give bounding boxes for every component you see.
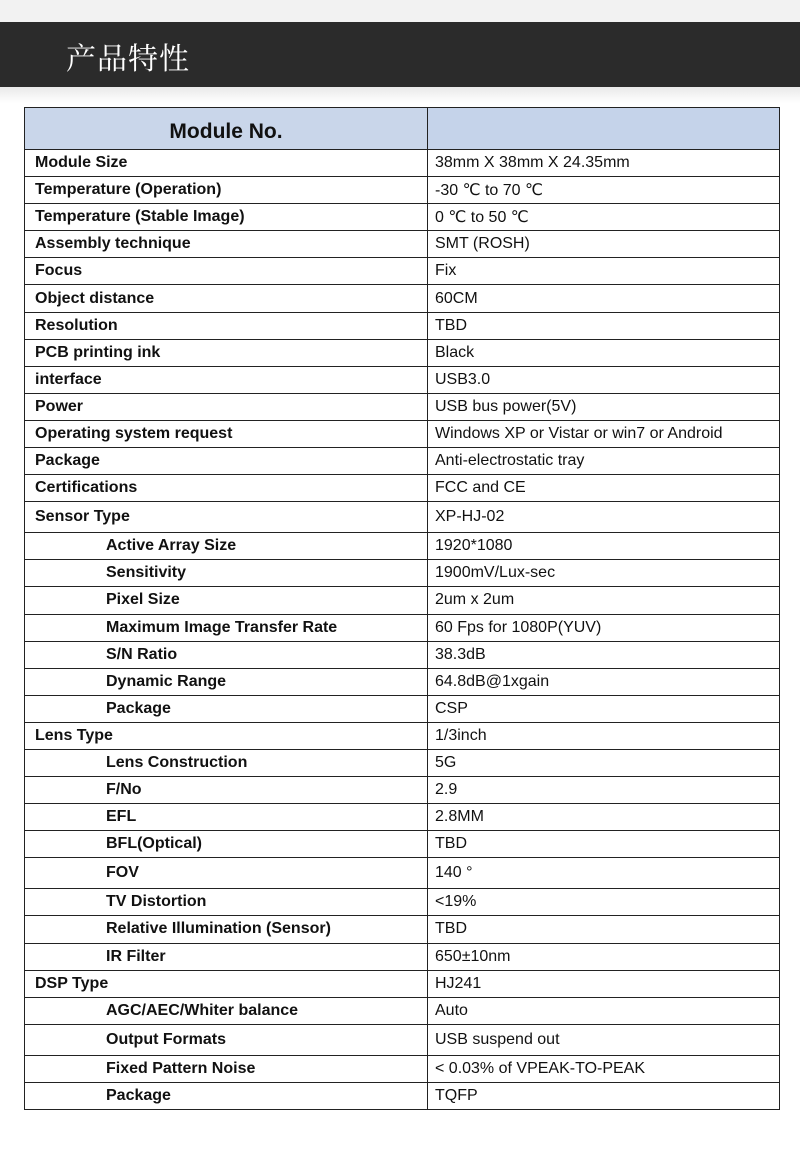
row-value: USB suspend out bbox=[428, 1024, 780, 1055]
row-label: Pixel Size bbox=[25, 587, 428, 614]
row-label: Temperature (Stable Image) bbox=[25, 204, 428, 231]
header-shadow bbox=[0, 87, 800, 103]
row-value: 5G bbox=[428, 749, 780, 776]
row-label: AGC/AEC/Whiter balance bbox=[25, 997, 428, 1024]
table-row bbox=[25, 1055, 780, 1082]
row-value: 1900mV/Lux-sec bbox=[428, 560, 780, 587]
row-value: 140 ° bbox=[428, 858, 780, 889]
row-value: USB3.0 bbox=[428, 366, 780, 393]
row-value: 0 ℃ to 50 ℃ bbox=[428, 204, 780, 231]
table-row bbox=[25, 177, 780, 204]
table-row bbox=[25, 749, 780, 776]
table-row bbox=[25, 997, 780, 1024]
row-label: Operating system request bbox=[25, 420, 428, 447]
top-strip bbox=[0, 0, 800, 22]
row-label: Object distance bbox=[25, 285, 428, 312]
row-value: 2.8MM bbox=[428, 804, 780, 831]
row-value: SMT (ROSH) bbox=[428, 231, 780, 258]
header-label-cell: Module No. bbox=[25, 108, 428, 150]
row-label: FOV bbox=[25, 858, 428, 889]
row-label: Resolution bbox=[25, 312, 428, 339]
table-row bbox=[25, 502, 780, 533]
row-label: Certifications bbox=[25, 475, 428, 502]
row-value: 38mm X 38mm X 24.35mm bbox=[428, 150, 780, 177]
row-label: interface bbox=[25, 366, 428, 393]
row-value: <19% bbox=[428, 889, 780, 916]
row-label: Fixed Pattern Noise bbox=[25, 1055, 428, 1082]
row-value: Windows XP or Vistar or win7 or Android bbox=[428, 420, 780, 447]
table-row bbox=[25, 366, 780, 393]
table-row bbox=[25, 1024, 780, 1055]
row-value: TQFP bbox=[428, 1082, 780, 1109]
table-row bbox=[25, 858, 780, 889]
row-value: < 0.03% of VPEAK-TO-PEAK bbox=[428, 1055, 780, 1082]
row-value: 60CM bbox=[428, 285, 780, 312]
row-value: 38.3dB bbox=[428, 641, 780, 668]
row-label: Maximum Image Transfer Rate bbox=[25, 614, 428, 641]
table-row bbox=[25, 475, 780, 502]
row-value: 1920*1080 bbox=[428, 533, 780, 560]
row-value: HJ241 bbox=[428, 970, 780, 997]
table-row bbox=[25, 722, 780, 749]
row-label: Temperature (Operation) bbox=[25, 177, 428, 204]
row-label: PCB printing ink bbox=[25, 339, 428, 366]
row-value: XP-HJ-02 bbox=[428, 502, 780, 533]
row-value: Black bbox=[428, 339, 780, 366]
row-value: 2um x 2um bbox=[428, 587, 780, 614]
table-row bbox=[25, 587, 780, 614]
table-row bbox=[25, 420, 780, 447]
row-label: EFL bbox=[25, 804, 428, 831]
row-label: BFL(Optical) bbox=[25, 831, 428, 858]
page-title: 产品特性 bbox=[66, 42, 190, 77]
row-label: Output Formats bbox=[25, 1024, 428, 1055]
table-header-row bbox=[25, 108, 780, 150]
row-value: Fix bbox=[428, 258, 780, 285]
row-value: CSP bbox=[428, 695, 780, 722]
table-row bbox=[25, 339, 780, 366]
row-label: DSP Type bbox=[25, 970, 428, 997]
table-row bbox=[25, 614, 780, 641]
row-label: TV Distortion bbox=[25, 889, 428, 916]
row-label: Package bbox=[25, 1082, 428, 1109]
row-label: S/N Ratio bbox=[25, 641, 428, 668]
table-row bbox=[25, 777, 780, 804]
table-row bbox=[25, 393, 780, 420]
row-label: Package bbox=[25, 448, 428, 475]
table-row bbox=[25, 560, 780, 587]
row-value: Auto bbox=[428, 997, 780, 1024]
table-row bbox=[25, 804, 780, 831]
table-row bbox=[25, 943, 780, 970]
table-row bbox=[25, 641, 780, 668]
table-row bbox=[25, 204, 780, 231]
row-label: Active Array Size bbox=[25, 533, 428, 560]
row-label: Focus bbox=[25, 258, 428, 285]
row-value: TBD bbox=[428, 312, 780, 339]
spec-table bbox=[24, 107, 780, 1110]
row-label: IR Filter bbox=[25, 943, 428, 970]
header-value-cell bbox=[428, 108, 780, 150]
row-label: Sensor Type bbox=[25, 502, 428, 533]
row-value: Anti-electrostatic tray bbox=[428, 448, 780, 475]
row-label: Assembly technique bbox=[25, 231, 428, 258]
row-label: F/No bbox=[25, 777, 428, 804]
row-value: -30 ℃ to 70 ℃ bbox=[428, 177, 780, 204]
table-row bbox=[25, 258, 780, 285]
table-row bbox=[25, 448, 780, 475]
table-row bbox=[25, 231, 780, 258]
row-value: 2.9 bbox=[428, 777, 780, 804]
row-label: Lens Type bbox=[25, 722, 428, 749]
table-row bbox=[25, 970, 780, 997]
row-label: Power bbox=[25, 393, 428, 420]
table-row bbox=[25, 831, 780, 858]
table-row bbox=[25, 668, 780, 695]
row-value: 1/3inch bbox=[428, 722, 780, 749]
row-value: FCC and CE bbox=[428, 475, 780, 502]
table-row bbox=[25, 916, 780, 943]
row-label: Relative Illumination (Sensor) bbox=[25, 916, 428, 943]
header-bar bbox=[0, 22, 800, 87]
row-value: 64.8dB@1xgain bbox=[428, 668, 780, 695]
row-value: TBD bbox=[428, 831, 780, 858]
row-label: Lens Construction bbox=[25, 749, 428, 776]
table-row bbox=[25, 285, 780, 312]
row-label: Module Size bbox=[25, 150, 428, 177]
table-row bbox=[25, 695, 780, 722]
row-value: USB bus power(5V) bbox=[428, 393, 780, 420]
table-row bbox=[25, 889, 780, 916]
row-label: Dynamic Range bbox=[25, 668, 428, 695]
row-label: Sensitivity bbox=[25, 560, 428, 587]
table-row bbox=[25, 150, 780, 177]
row-value: 60 Fps for 1080P(YUV) bbox=[428, 614, 780, 641]
row-value: TBD bbox=[428, 916, 780, 943]
row-label: Package bbox=[25, 695, 428, 722]
table-row bbox=[25, 312, 780, 339]
row-value: 650±10nm bbox=[428, 943, 780, 970]
table-row bbox=[25, 1082, 780, 1109]
table-row bbox=[25, 533, 780, 560]
